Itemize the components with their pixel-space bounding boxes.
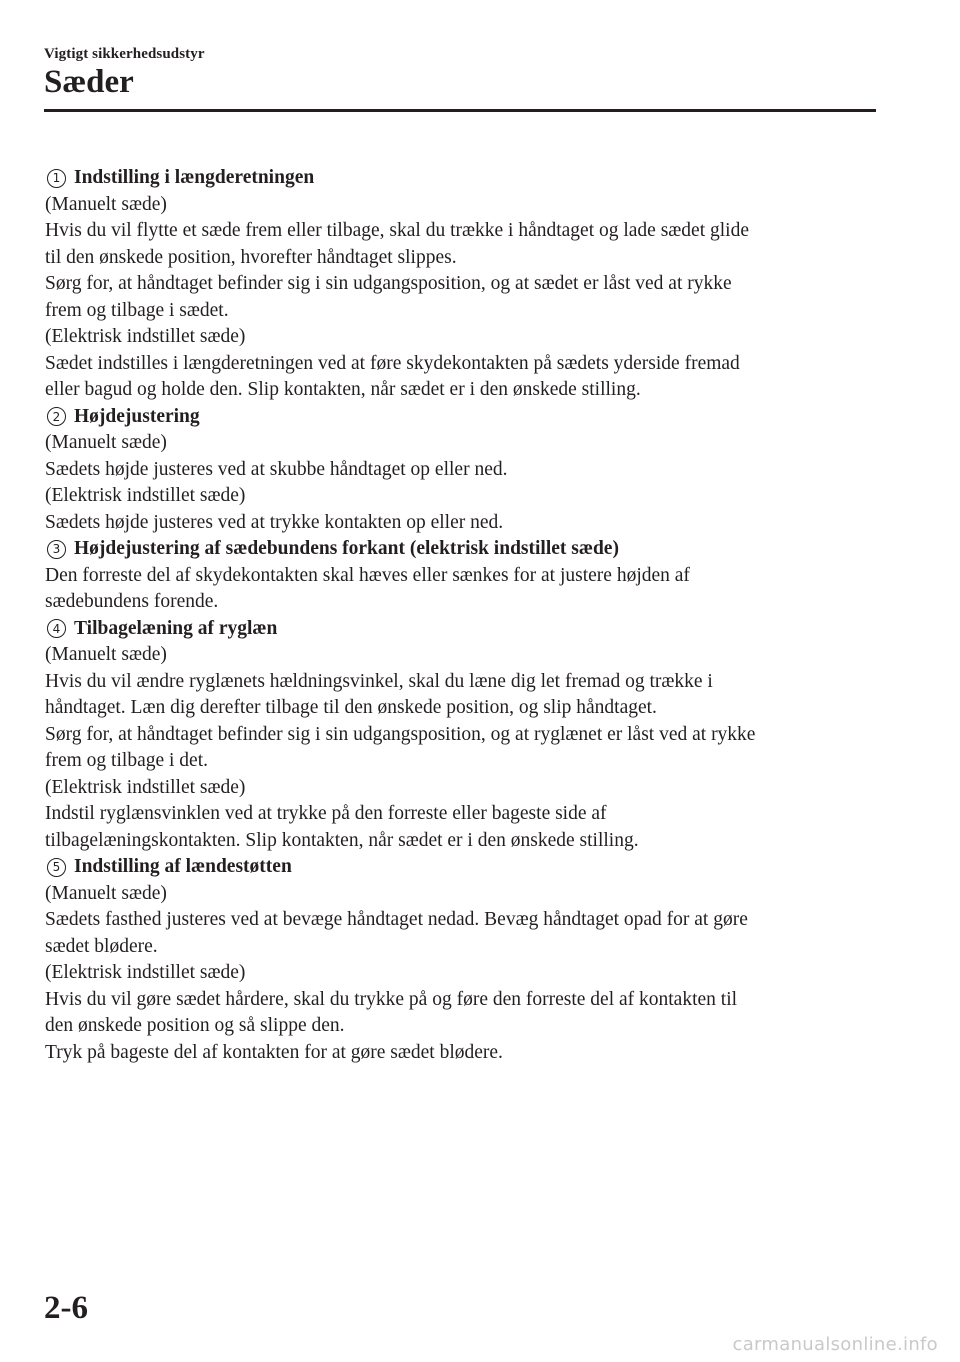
body-text-line: håndtaget. Læn dig derefter tilbage til den ønskede position, og slip håndtaget. (45, 697, 657, 718)
body-text-line: frem og tilbage i det. (45, 750, 208, 771)
body-text-line: tilbagelæningskontakten. Slip kontakten, når sædet er i den ønskede stilling. (45, 829, 639, 851)
page-number: 2-6 (44, 1290, 88, 1326)
section-heading (45, 404, 875, 431)
body-text-line: Den forreste del af skydekontakten skal hæves eller sænkes for at justere højden af (45, 564, 690, 586)
section-1 (45, 165, 875, 404)
body-text-line: sædebundens forende. (45, 591, 219, 612)
section-heading-text: Indstilling af lændestøtten (74, 856, 292, 877)
section-2 (45, 404, 875, 537)
section-heading-text: Tilbagelæning af ryglæn (74, 617, 278, 639)
circled-number-icon: 1 (47, 169, 66, 188)
body-text-line: Sørg for, at håndtaget befinder sig i sin udgangsposition, og at ryglænet er låst ved at rykke (45, 723, 756, 745)
body-text-line: (Manuelt sæde) (45, 193, 167, 215)
body-text-line: Hvis du vil flytte et sæde frem eller tilbage, skal du trække i håndtaget og lade sædet glide (45, 220, 749, 241)
body-text-line: Sædets højde justeres ved at skubbe håndtaget op eller ned. (45, 458, 508, 480)
body-text-line: Indstil ryglænsvinklen ved at trykke på den forreste eller bageste side af (45, 803, 607, 824)
circled-number-icon: 3 (47, 540, 66, 559)
section-5 (45, 854, 875, 1066)
body-text-line: frem og tilbage i sædet. (45, 299, 229, 321)
body-text-line: Hvis du vil gøre sædet hårdere, skal du trykke på og føre den forreste del af kontakten til (45, 988, 738, 1010)
body-text-line: Sædet indstilles i længderetningen ved at føre skydekontakten på sædets yderside fremad (45, 352, 740, 374)
body-text-line: (Elektrisk indstillet sæde) (45, 485, 246, 506)
body-text-line: (Elektrisk indstillet sæde) (45, 962, 246, 983)
section-heading (45, 536, 875, 563)
body-text-line: eller bagud og holde den. Slip kontakten, når sædet er i den ønskede stilling. (45, 379, 641, 400)
section-heading-text: Højdejustering (74, 405, 200, 427)
body-text-line: sædet blødere. (45, 935, 158, 957)
body-text-line: til den ønskede position, hvorefter håndtaget slippes. (45, 246, 457, 268)
body-text-line: (Elektrisk indstillet sæde) (45, 326, 246, 347)
section-4 (45, 616, 875, 855)
body-text-line: Sørg for, at håndtaget befinder sig i sin udgangsposition, og at sædet er låst ved at rykke (45, 273, 732, 294)
header-divider (44, 109, 876, 112)
body-text-line: den ønskede position og så slippe den. (45, 1015, 345, 1036)
watermark: carmanualsonline.info (732, 1334, 938, 1355)
body-text-line: (Manuelt sæde) (45, 432, 167, 453)
circled-number-icon: 4 (47, 619, 66, 638)
body-text-line: Tryk på bageste del af kontakten for at gøre sædet blødere. (45, 1041, 503, 1063)
circled-number-icon: 5 (47, 858, 66, 877)
section-heading (45, 165, 875, 192)
body-text-line: (Manuelt sæde) (45, 644, 167, 665)
section-heading (45, 854, 875, 881)
section-label: Vigtigt sikkerhedsudstyr (44, 46, 205, 62)
body-text-line: (Elektrisk indstillet sæde) (45, 776, 246, 798)
main-content (45, 165, 875, 1066)
section-heading-text: Højdejustering af sædebundens forkant (elektrisk indstillet sæde) (74, 538, 619, 559)
section-heading (45, 616, 875, 643)
section-3 (45, 536, 875, 616)
circled-number-icon: 2 (47, 407, 66, 426)
body-text-line: Sædets fasthed justeres ved at bevæge håndtaget nedad. Bevæg håndtaget opad for at gøre (45, 909, 748, 930)
body-text-line: Sædets højde justeres ved at trykke kontakten op eller ned. (45, 511, 504, 533)
page-title: Sæder (44, 64, 134, 100)
section-heading-text: Indstilling i længderetningen (74, 167, 315, 188)
body-text-line: (Manuelt sæde) (45, 882, 167, 904)
body-text-line: Hvis du vil ændre ryglænets hældningsvinkel, skal du læne dig let fremad og trække i (45, 670, 713, 692)
